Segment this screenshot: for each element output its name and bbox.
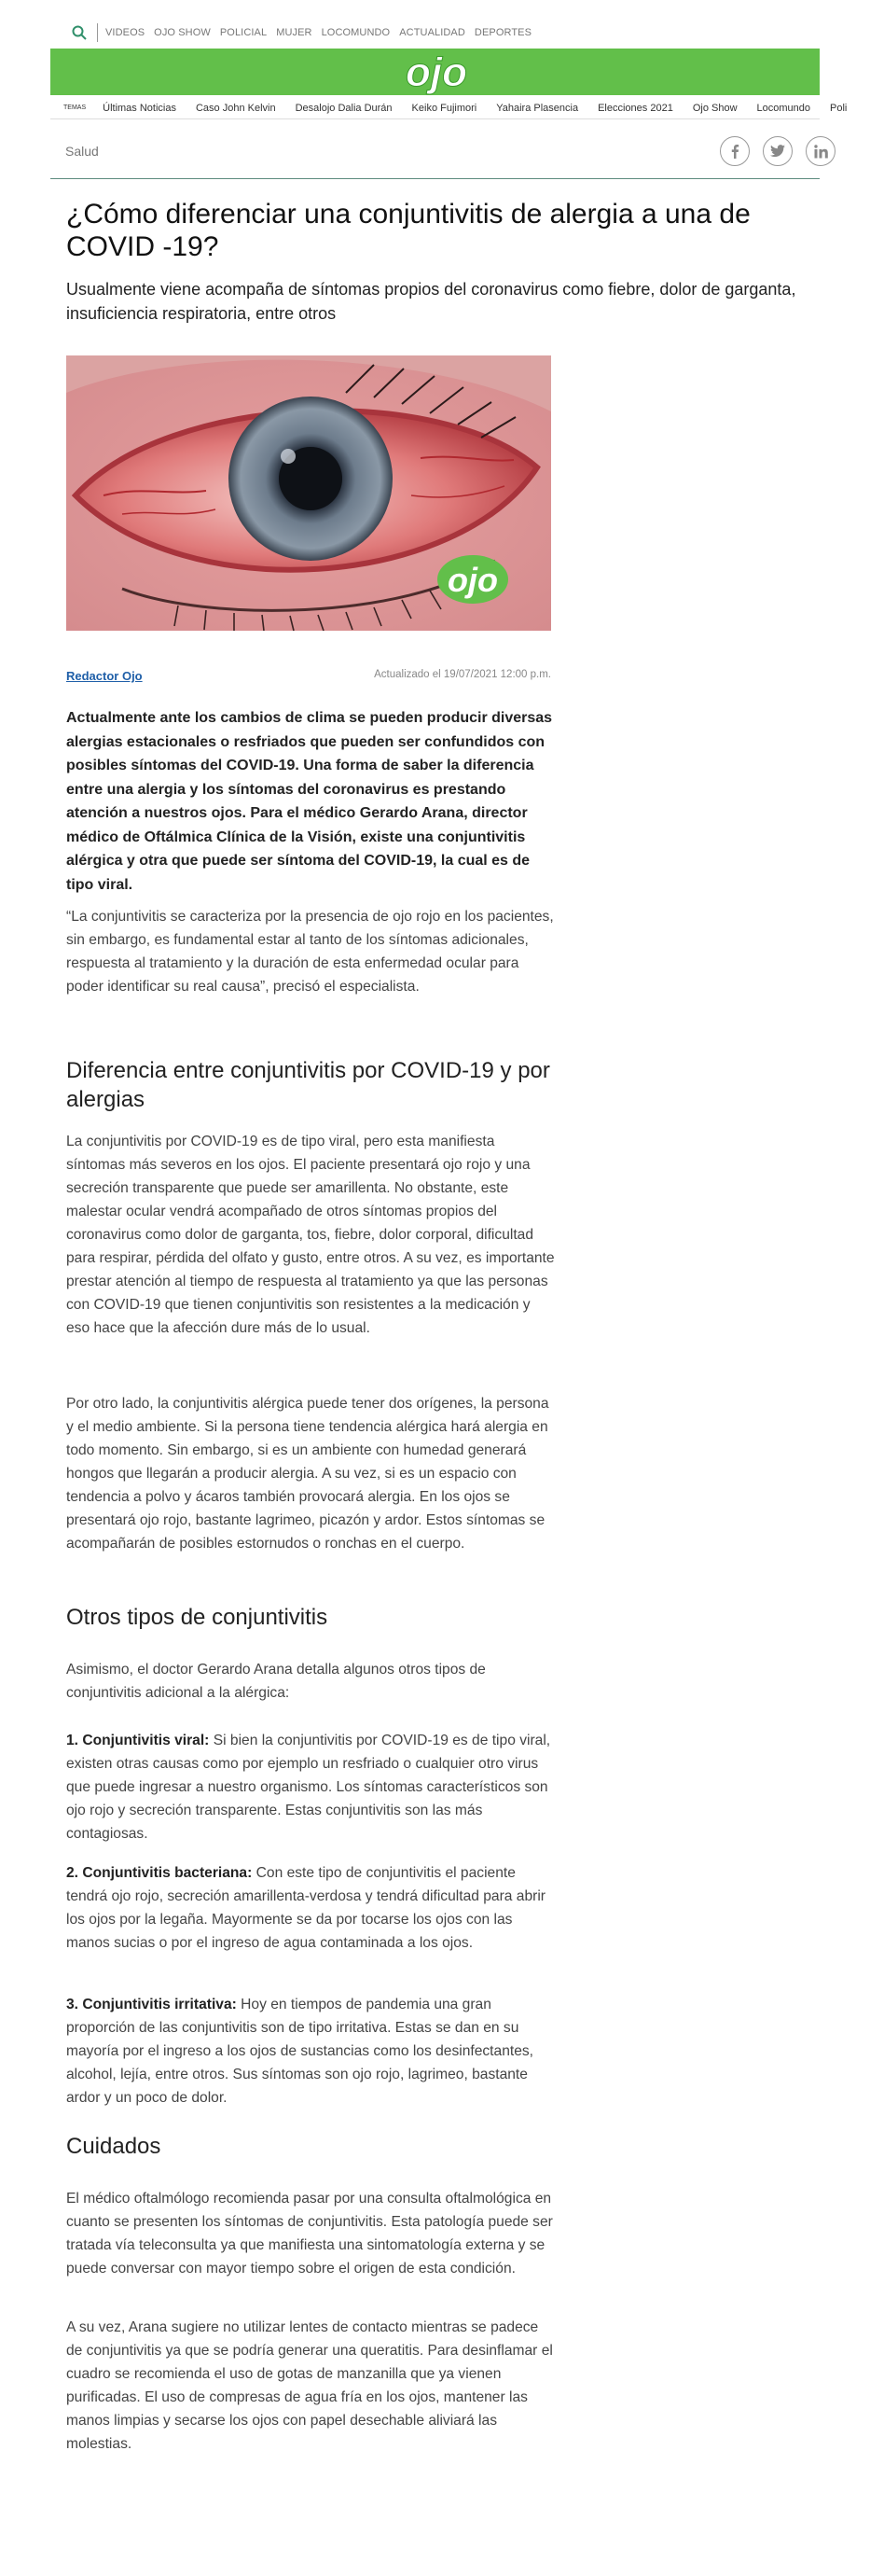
linkedin-icon[interactable]: [806, 136, 835, 166]
list-item: [66, 1993, 556, 2110]
list-item-text: Si bien la conjuntivitis por COVID-19 es de tipo viral, existen otras causas como por ejemplo un resfriado o cualquier otro virus que puede ingresar a nuestro organismo. Los síntomas característicos son ojo rojo y secreción transparente. Estas conjuntivitis son las más contagiosas.: [66, 1733, 551, 1842]
topic-link[interactable]: Caso John Kelvin: [195, 102, 276, 114]
article-image: [66, 355, 551, 631]
section-header: [50, 123, 820, 179]
section-label[interactable]: Salud: [65, 144, 99, 159]
facebook-icon[interactable]: [720, 136, 750, 166]
list-item-text: Con este tipo de conjuntivitis el paciente tendrá ojo rojo, secreción amarillenta-verdosa y tendrá dificultad para abrir los ojos por la legaña. Mayormente se da por tocarse los ojos con las manos sucias o por el ingreso de agua contaminada a los ojos.: [66, 1865, 545, 1951]
top-nav: [71, 23, 541, 42]
nav-item-actualidad[interactable]: ACTUALIDAD: [399, 27, 465, 38]
topic-link[interactable]: Desalojo Dalia Durán: [295, 102, 393, 114]
article-lead: Actualmente ante los cambios de clima se pueden producir diversas alergias estacionales o resfriados que pueden ser confundidos con posibles síntomas del COVID-19. Una forma de saber la diferencia entre una alergia y los síntomas del coronavirus es prestando atención a nuestros ojos. Para el médico Gerardo Arana, director médico de Oftálmica Clínica de la Visión, existe una conjuntivitis alérgica y otra que puede ser síntoma del COVID-19, la cual es de tipo viral.: [66, 710, 553, 893]
topic-link[interactable]: Keiko Fujimori: [411, 102, 477, 114]
list-item: [66, 1729, 556, 1845]
nav-item-locomundo[interactable]: LOCOMUNDO: [321, 27, 391, 38]
nav-item-mujer[interactable]: MUJER: [276, 27, 312, 38]
list-item-label: 3. Conjuntivitis irritativa:: [66, 1997, 237, 2012]
ojo-logo[interactable]: [397, 49, 476, 95]
article-paragraph: La conjuntivitis por COVID-19 es de tipo viral, pero esta manifiesta síntomas más severos en los ojos. El paciente presentará ojo rojo y una secreción transparente que puede ser amarillenta. No obstante, este malestar ocular vendrá acompañado de otros síntomas propios del coronavirus como dolor de garganta, tos, fiebre, dolor corporal, dificultad para respirar, pérdida del olfato y gusto, entre otros. A su vez, es importante prestar atención al tiempo de respuesta al tratamiento ya que las personas con COVID-19 que tienen conjuntivitis son resistentes a la medicación y eso hace que la afección dure más de lo usual.: [66, 1134, 555, 1336]
article-title: ¿Cómo diferenciar una conjuntivitis de alergia a una de COVID -19?: [66, 199, 751, 262]
nav-divider: [97, 23, 98, 42]
topic-link[interactable]: Ojo Show: [692, 102, 738, 114]
topic-link[interactable]: Locomundo: [756, 102, 811, 114]
article-subtitle: Usualmente viene acompaña de síntomas propios del coronavirus como fiebre, dolor de garganta, insuficiencia respiratoria, entre otros: [66, 280, 796, 323]
brand-banner: [50, 49, 820, 95]
article-paragraph: Por otro lado, la conjuntivitis alérgica puede tener dos orígenes, la persona y el medio ambiente. Si la persona tiene tendencia alérgica hará alergia en todo momento. Sin embargo, si es un ambiente con humedad generará hongos que llegarán a producir alergia. A su vez, si es un espacio con tendencia a polvo y ácaros también provocará alergia. En los ojos se presentará ojo rojo, bastante lagrimeo, picazón y ardor. Estos síntomas se acompañarán de posibles estornudos o ronchas en el cuerpo.: [66, 1396, 549, 1552]
updated-timestamp: Actualizado el 19/07/2021 12:00 p.m.: [374, 669, 551, 680]
article-paragraph: A su vez, Arana sugiere no utilizar lentes de contacto mientras se padece de conjuntivitis ya que se podría generar una queratitis. Para desinflamar el cuadro se recomienda el uso de gotas de manzanilla que ya vienen purificadas. El uso de compresas de agua fría en los ojos, mantener las manos limpias y secarse los ojos con papel desechable aliviará las molestias.: [66, 2319, 553, 2452]
topic-link[interactable]: Poli: [830, 102, 848, 114]
search-icon[interactable]: [71, 24, 88, 41]
list-item-label: 2. Conjuntivitis bacteriana:: [66, 1865, 253, 1881]
author-link[interactable]: Redactor Ojo: [66, 669, 143, 683]
nav-item-videos[interactable]: VIDEOS: [105, 27, 145, 38]
article-paragraph: Asimismo, el doctor Gerardo Arana detalla algunos otros tipos de conjuntivitis adicional a la alérgica:: [66, 1662, 486, 1701]
nav-item-deportes[interactable]: DEPORTES: [474, 27, 532, 38]
nav-item-policial[interactable]: POLICIAL: [219, 27, 268, 38]
list-item-label: 1. Conjuntivitis viral:: [66, 1733, 210, 1748]
topic-link[interactable]: Yahaira Plasencia: [496, 102, 579, 114]
topic-link[interactable]: Últimas Noticias: [103, 102, 176, 114]
image-watermark: ojo: [448, 561, 498, 599]
topic-link[interactable]: Elecciones 2021: [598, 102, 673, 114]
twitter-icon[interactable]: [763, 136, 793, 166]
list-item-text: Hoy en tiempos de pandemia una gran proporción de las conjuntivitis son de tipo irritativa. Estas se dan en su mayoría por el ingreso a los ojos de sustancias como los desinfectantes, alcohol, lejía, entre otros. Sus síntomas son ojo rojo, lagrimeo, bastante ardor y un poco de dolor.: [66, 1997, 533, 2106]
svg-text:ojo: ojo: [406, 49, 467, 95]
nav-item-ojo-show[interactable]: OJO SHOW: [154, 27, 211, 38]
section-heading-difference: Diferencia entre conjuntivitis por COVID-19 y por alergias: [66, 1058, 550, 1112]
article-quote: “La conjuntivitis se caracteriza por la presencia de ojo rojo en los pacientes, sin embargo, es fundamental estar al tanto de los síntomas adicionales, respuesta al tratamiento y la duración de esta enfermedad ocular para poder identificar su real causa”, precisó el especialista.: [66, 909, 554, 995]
topics-label: TEMAS: [63, 104, 87, 111]
section-heading-care: Cuidados: [66, 2134, 161, 2159]
topics-bar: [50, 97, 848, 119]
section-heading-other-types: Otros tipos de conjuntivitis: [66, 1605, 328, 1630]
list-item: [66, 1861, 556, 1955]
article-paragraph: El médico oftalmólogo recomienda pasar por una consulta oftalmológica en cuanto se presenten los síntomas de conjuntivitis. Esta patología puede ser tratada vía teleconsulta ya que manifiesta una sintomatología externa y se puede conversar con mayor tiempo sobre el origen de esta condición.: [66, 2191, 553, 2277]
